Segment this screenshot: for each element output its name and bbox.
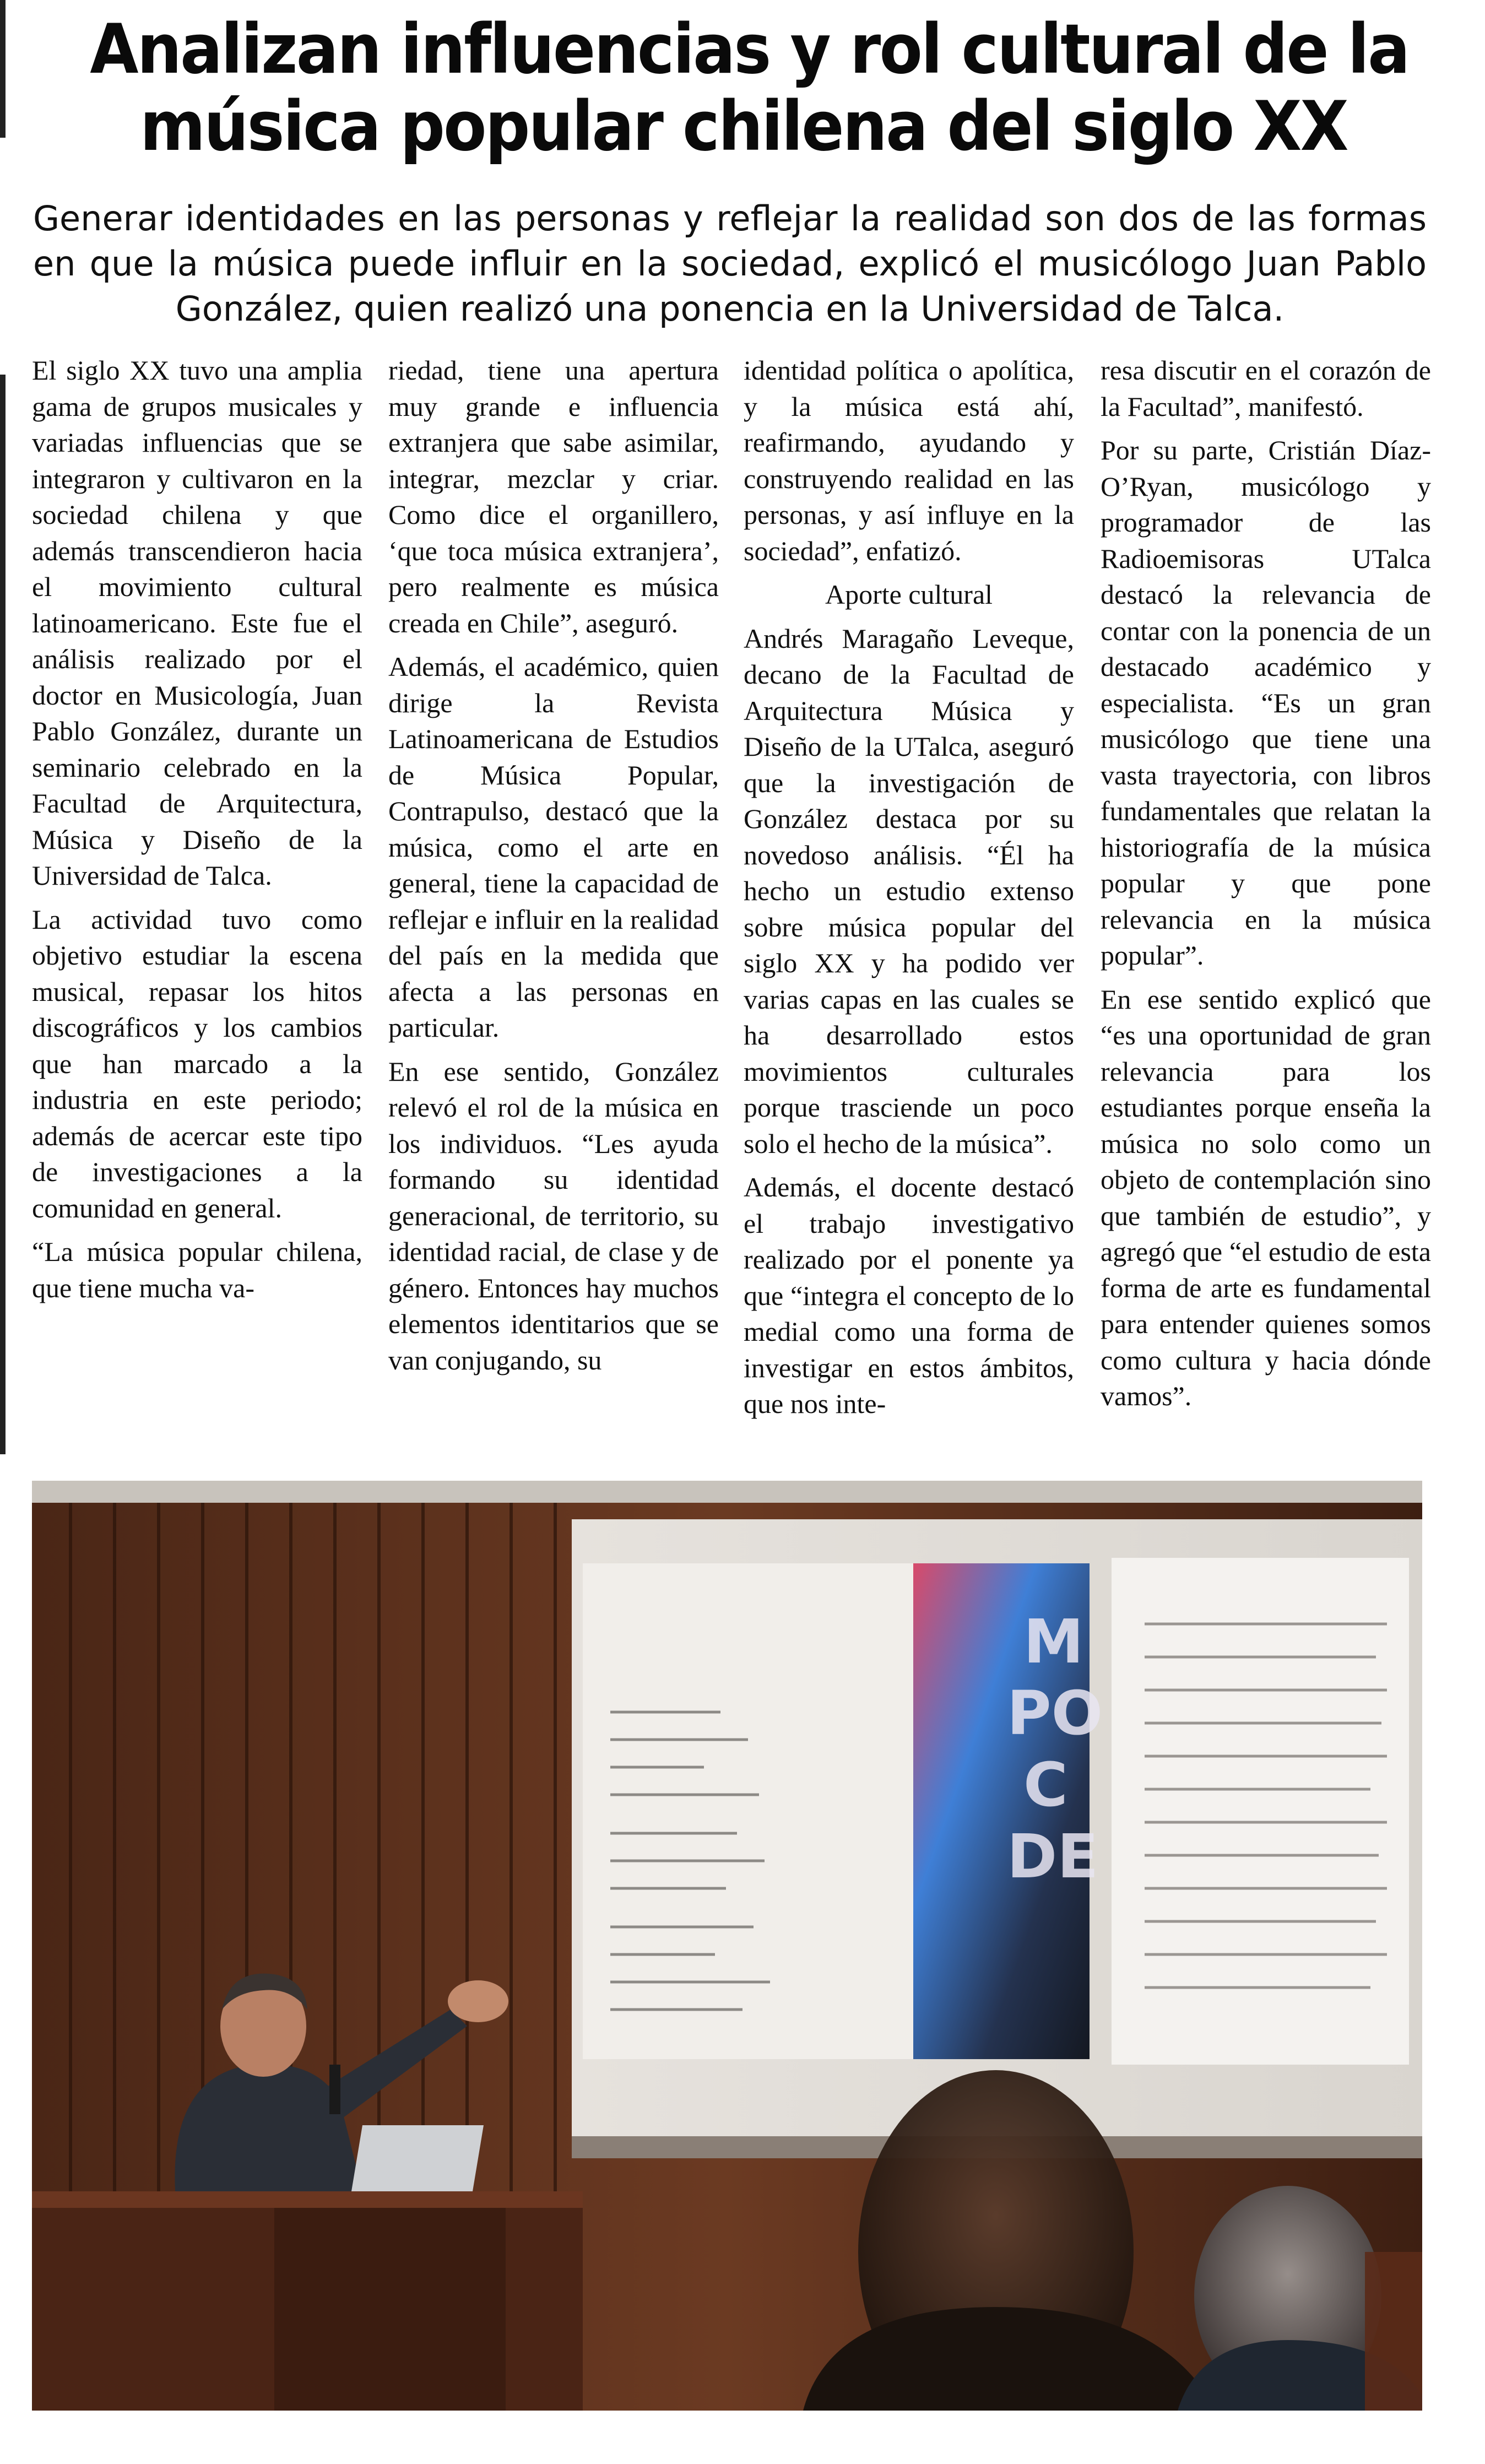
- page-edge-mark: [0, 0, 6, 138]
- paragraph: resa discutir en el corazón de la Facultad”, manifestó.: [1101, 355, 1431, 422]
- cover-letter: PO: [1007, 1678, 1103, 1748]
- paragraph: Por su parte, Cristián Díaz-O’Ryan, musicólogo y programador de las Radioemisoras UTalca destacó la relevancia de contar con la ponencia de un destacado académico y especialista. “Es un gran musicólogo que tiene una vasta trayectoria, con libros fundamentales que relatan la historiografía de la música popular y que pone relevancia en la música popular”.: [1101, 435, 1431, 971]
- paragraph: En ese sentido, González relevó el rol de la música en los individuos. “Les ayuda formando su identidad generacional, de territorio, su identidad racial, de clase y de género. Entonces hay muchos elementos identitarios que se van conjugando, su: [388, 1055, 719, 1375]
- paragraph: riedad, tiene una apertura muy grande e influencia extranjera que sabe asimilar, integrar, mezclar y criar. Como dice el organillero, ‘que toca música extranjera’, pero realmente es música creada en Chile”, aseguró.: [388, 355, 719, 638]
- cover-letter: C: [1023, 1750, 1068, 1820]
- lecture-photo-illustration: [32, 1481, 1422, 2411]
- headline-line-2: música popular chilena del siglo XX: [140, 87, 1347, 166]
- paragraph: Además, el académico, quien dirige la Revista Latinoamericana de Estudios de Música Popular, Contrapulso, destacó que la música, como el arte en general, tiene la capacidad de reflejar e influir en la realidad del país en la medida que afecta a las personas en particular.: [388, 651, 719, 1043]
- cover-letter: M: [1023, 1606, 1084, 1677]
- chair-back: [1365, 2252, 1422, 2411]
- text-column-3: [744, 353, 1074, 1460]
- ceiling-beam: [32, 1481, 1422, 1503]
- lectern-box: [274, 2208, 506, 2411]
- paragraph: “La música popular chilena, que tiene mucha va-: [32, 1236, 362, 1303]
- text-column-2: [388, 353, 719, 1460]
- article-photo: [32, 1481, 1422, 2411]
- microphone: [329, 2065, 340, 2114]
- laptop: [351, 2125, 484, 2191]
- paragraph: Andrés Maragaño Leveque, decano de la Facultad de Arquitectura Música y Diseño de la UTalca, aseguró que la investigación de González destaca por su novedoso análisis. “Él ha hecho un estudio extenso sobre música popular del siglo XX y ha podido ver varias capas en las cuales se ha desarrollado estos movimientos culturales porque trasciende un poco solo el hecho de la música”.: [744, 622, 1074, 1159]
- paragraph: El siglo XX tuvo una amplia gama de grupos musicales y variadas influencias que se integraron y cultivaron en la sociedad chilena y que además transcendieron hacia el movimiento cultural latinoamericano. Este fue el análisis realizado por el doctor en Musicología, Juan Pablo González, durante un seminario celebrado en la Facultad de Arquitectura, Música y Diseño de la Universidad de Talca.: [32, 355, 362, 891]
- speaker-hand: [448, 1980, 508, 2022]
- text-column-4: [1101, 353, 1431, 1460]
- paragraph: identidad política o apolítica, y la música está ahí, reafirmando, ayudando y construyendo realidad en las personas, y así influye en la sociedad”, enfatizó.: [744, 355, 1074, 566]
- slide-left-page: [583, 1563, 913, 2059]
- article-body: [32, 353, 1431, 1460]
- article-lead: Generar identidades en las personas y reflejar la realidad son dos de las formas en que la música puede influir en la sociedad, explicó el musicólogo Juan Pablo González, quien realizó una ponencia en la Universidad de Talca.: [33, 198, 1427, 329]
- article-headline: [90, 10, 1409, 166]
- podium-top: [32, 2191, 583, 2208]
- section-subheading: Aporte cultural: [825, 579, 993, 610]
- paragraph: Además, el docente destacó el trabajo investigativo realizado por el ponente ya que “integra el concepto de lo medial como una forma de investigar en estos ámbitos, que nos inte-: [744, 1172, 1074, 1419]
- paragraph: La actividad tuvo como objetivo estudiar la escena musical, repasar los hitos discográficos y los cambios que han marcado a la industria en este periodo; además de acercar este tipo de investigaciones a la comunidad en general.: [32, 903, 362, 1223]
- paragraph: En ese sentido explicó que “es una oportunidad de gran relevancia para los estudiantes porque enseña la música no solo como un objeto de contemplación sino que también de estudio”, y agregó que “el estudio de esta forma de arte es fundamental para entender quienes somos como cultura y hacia dónde vamos”.: [1101, 983, 1431, 1411]
- headline-line-1: Analizan influencias y rol cultural de la: [90, 10, 1409, 89]
- text-column-1: [32, 353, 362, 1460]
- cover-letter: DE: [1007, 1821, 1099, 1892]
- page-edge-mark: [0, 375, 6, 1454]
